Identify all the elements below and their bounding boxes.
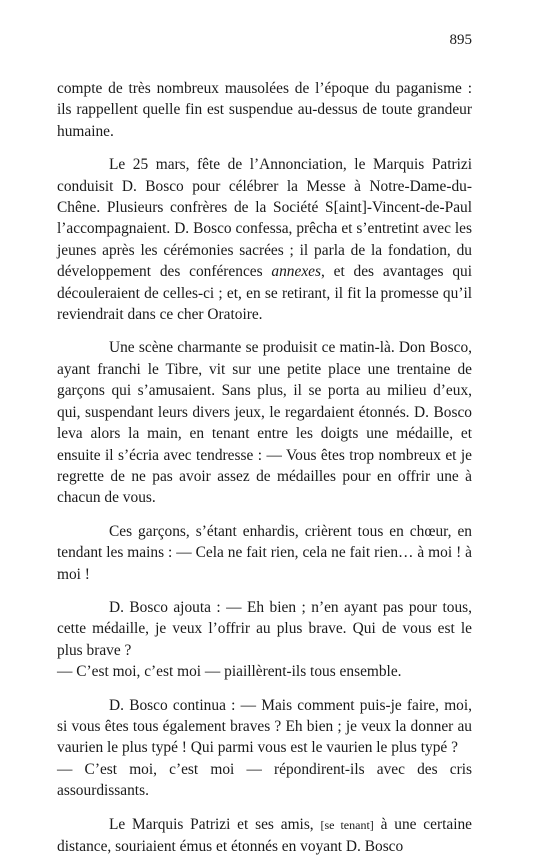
paragraph [57, 154, 472, 325]
italic-term: annexes [271, 263, 321, 281]
dialogue-reply: — C’est moi, c’est moi — répondirent-ils avec des cris assourdissants. [57, 760, 472, 800]
page-body [57, 78, 472, 857]
paragraph: Une scène charmante se produisit ce matin-là. Don Bosco, ayant franchi le Tibre, vit sur une petite place une trentaine de garçons qui s’amusaient. Sans plus, il se porta au milieu d’eux, qui, suspendant leurs divers jeux, le regardaient étonnés. D. Bosco leva alors la main, en tenant entre les doigts une médaille, et ensuite il s’écria avec tendresse : — Vous êtes trop nombreux et je regrette de ne pas avoir assez de médailles pour en offrir une à chacun de vous. [57, 339, 472, 507]
paragraph: D. Bosco ajouta : — Eh bien ; n’en ayant pas pour tous, cette médaille, je veux l’offrir au plus brave. Qui de vous est le plus brave ? [57, 598, 472, 659]
paragraph-text: Le Marquis Patrizi et ses amis, [109, 815, 321, 833]
paragraph-text: à une certaine distance, souriaient émus et étonnés en voyant D. Bosco [57, 815, 473, 855]
paragraph: compte de très nombreux mausolées de l’époque du paganisme : ils rappellent quelle fin est suspendue au-dessus de toute grandeur humaine. [57, 80, 472, 140]
paragraph: D. Bosco continua : — Mais comment puis-je faire, moi, si vous êtes tous également braves ? Eh bien ; je veux la donner au vaurien le plus typé ! Qui parmi vous est le vaurien le plus typé ? [57, 696, 472, 757]
paragraph: Ces garçons, s’étant enhardis, crièrent tous en chœur, en tendant les mains : — Cela ne fait rien, cela ne fait rien… à moi ! à moi ! [57, 522, 472, 583]
dialogue-reply: — C’est moi, c’est moi — piaillèrent-ils tous ensemble. [57, 663, 402, 681]
paragraph-text: , et des avantages qui découleraient de celles-ci ; et, en se retirant, il fit la promesse qu’il reviendrait dans ce cher Oratoire. [57, 263, 472, 324]
page-number: 895 [449, 32, 472, 48]
paragraph [57, 814, 472, 857]
editorial-insertion: [se tenant] [320, 817, 374, 832]
paragraph-text: Le 25 mars, fête de l’Annonciation, le Marquis Patrizi conduisit D. Bosco pour célébrer la Messe à Notre-Dame-du-Chêne. Plusieurs confrères de la Société S[aint]-Vincent-de-Paul l’accompagnaient. D. Bosco confessa, prêcha et s’entretint avec les jeunes après les cérémonies sacrées ; il parla de la fondation, du développement des conférences [57, 156, 472, 281]
